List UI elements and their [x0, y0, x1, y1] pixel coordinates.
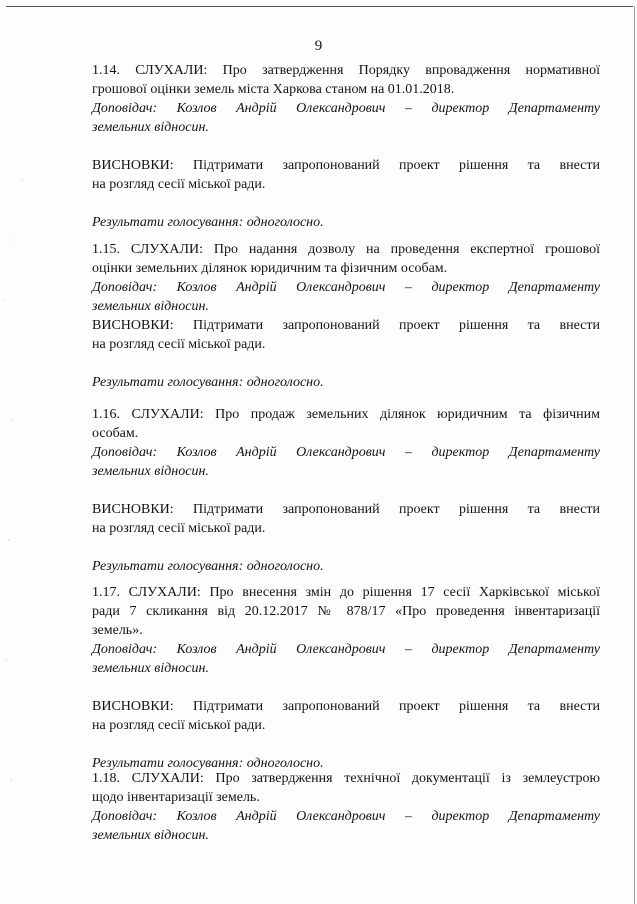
conclusion-line: ВИСНОВКИ: Підтримати запропонований проект рішення та внести: [92, 158, 600, 173]
top-border-line: [6, 6, 633, 7]
speaker-line: Доповідач: Козлов Андрій Олександрович – директор Департаменту: [92, 101, 600, 116]
speaker-line: земельних відносин.: [92, 828, 209, 843]
item-heading-line: 1.16. СЛУХАЛИ: Про продаж земельних ділянок юридичним та фізичним: [92, 407, 600, 422]
agenda-item-1-16: [92, 405, 600, 576]
item-heading-line: оцінки земельних ділянок юридичним та фізичним особам.: [92, 261, 448, 276]
speaker-line: Доповідач: Козлов Андрій Олександрович – директор Департаменту: [92, 445, 600, 460]
conclusion-line: на розгляд сесії міської ради.: [92, 521, 266, 536]
speaker-line: земельних відносин.: [92, 661, 209, 676]
speaker-line: Доповідач: Козлов Андрій Олександрович – директор Департаменту: [92, 280, 600, 295]
speaker-line: земельних відносин.: [92, 464, 209, 479]
speaker-line: Доповідач: Козлов Андрій Олександрович – директор Департаменту: [92, 642, 600, 657]
voting-result: Результати голосування: одноголосно.: [92, 756, 324, 771]
conclusion-line: на розгляд сесії міської ради.: [92, 718, 266, 733]
item-heading-line: щодо інвентаризації земель.: [92, 790, 260, 805]
item-heading-line: земель».: [92, 623, 143, 638]
page-number: 9: [314, 38, 323, 54]
speaker-line: земельних відносин.: [92, 299, 209, 314]
item-heading-line: 1.14. СЛУХАЛИ: Про затвердження Порядку впровадження нормативної: [92, 63, 600, 78]
conclusion-line: ВИСНОВКИ: Підтримати запропонований проект рішення та внести: [92, 318, 600, 333]
item-heading-line: грошової оцінки земель міста Харкова станом на 01.01.2018.: [92, 82, 455, 97]
scan-speckle-margin: [0, 0, 60, 904]
conclusion-line: на розгляд сесії міської ради.: [92, 177, 266, 192]
item-heading-line: 1.15. СЛУХАЛИ: Про надання дозволу на проведення експертної грошової: [92, 242, 600, 257]
voting-result: Результати голосування: одноголосно.: [92, 375, 324, 390]
voting-result: Результати голосування: одноголосно.: [92, 215, 324, 230]
agenda-item-1-18: [92, 769, 600, 845]
item-heading-line: 1.17. СЛУХАЛИ: Про внесення змін до рішення 17 сесії Харківської міської: [92, 585, 600, 600]
right-edge-line: [634, 6, 635, 904]
speaker-line: земельних відносин.: [92, 120, 209, 135]
agenda-item-1-14: [92, 61, 600, 232]
agenda-item-1-17: [92, 583, 600, 773]
item-heading-line: особам.: [92, 426, 139, 441]
speaker-line: Доповідач: Козлов Андрій Олександрович – директор Департаменту: [92, 809, 600, 824]
conclusion-line: на розгляд сесії міської ради.: [92, 337, 266, 352]
conclusion-line: ВИСНОВКИ: Підтримати запропонований проект рішення та внести: [92, 699, 600, 714]
agenda-item-1-15: [92, 240, 600, 392]
item-heading-line: 1.18. СЛУХАЛИ: Про затвердження технічної документації із землеустрою: [92, 771, 600, 786]
voting-result: Результати голосування: одноголосно.: [92, 559, 324, 574]
conclusion-line: ВИСНОВКИ: Підтримати запропонований проект рішення та внести: [92, 502, 600, 517]
item-heading-line: ради 7 скликання від 20.12.2017 № 878/17 «Про проведення інвентаризації: [92, 604, 600, 619]
